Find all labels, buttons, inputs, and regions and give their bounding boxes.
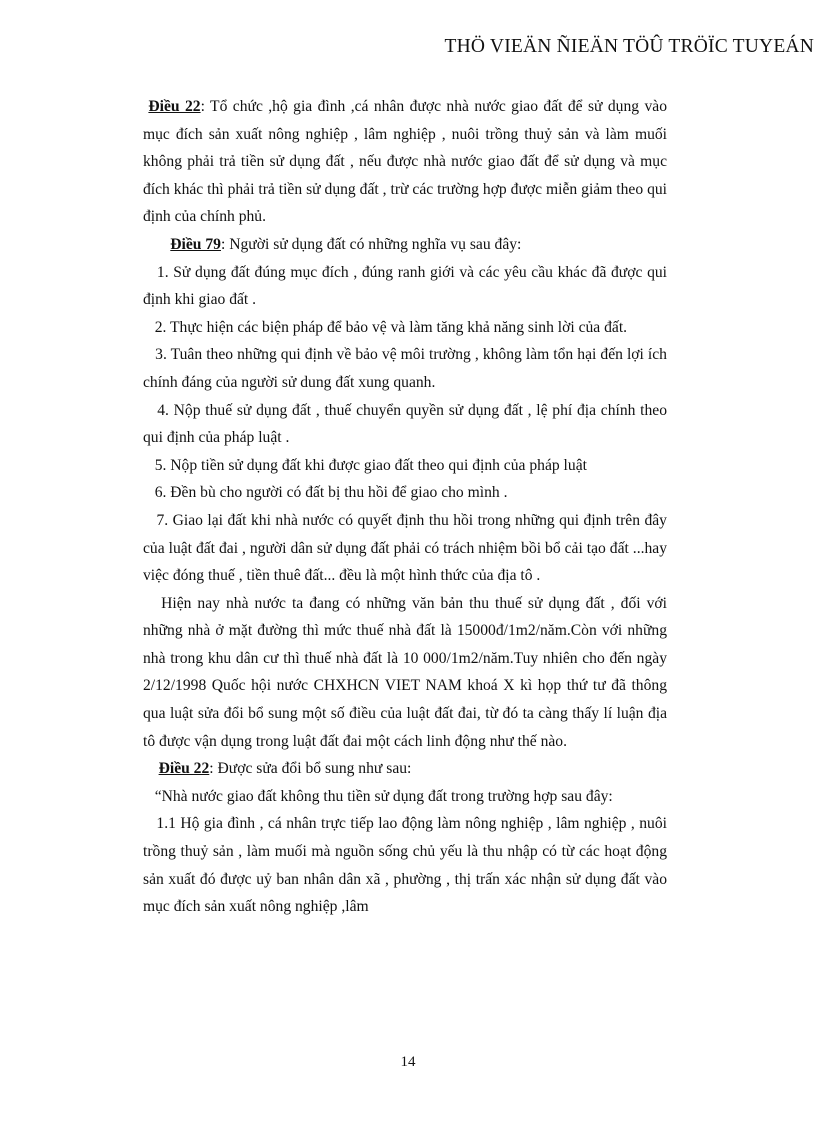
article-heading: Điều 79	[170, 235, 221, 253]
list-item-1	[143, 259, 667, 314]
paragraph-text: 5. Nộp tiền sử dụng đất khi được giao đất theo qui định của pháp luật	[154, 456, 587, 474]
indent	[143, 484, 155, 501]
paragraph-text: 1. Sử dụng đất đúng mục đích , đúng ranh giới và các yêu cầu khác đã được qui định khi giao đất .	[143, 263, 667, 309]
paragraph-quote	[143, 783, 667, 811]
list-item-3	[143, 341, 667, 396]
paragraph-tax	[143, 590, 667, 756]
paragraph-text: : Được sửa đổi bổ sung như sau:	[209, 760, 412, 778]
paragraph-text: Hiện nay nhà nước ta đang có những văn bản thu thuế sử dụng đất , đối với những nhà ở mặt đường thì mức thuế nhà đất là 15000đ/1m2/năm.Còn với những nhà trong khu dân cư thì thuế nhà đất là 10 000/1m2/năm.Tuy nhiên cho đến ngày 2/12/1998 Quốc hội nước CHXHCN VIET NAM khoá X kì họp thứ tư đã thông qua luật sửa đổi bổ sung một số điều của luật đất đai, từ đó ta càng thấy lí luận địa tô được vận dụng trong luật đất đai một cách linh động như thế nào.	[143, 594, 668, 750]
indent	[143, 236, 170, 253]
paragraph-text: 1.1 Hộ gia đình , cá nhân trực tiếp lao động làm nông nghiệp , lâm nghiệp , nuôi trồng thuỷ sản , làm muối mà nguồn sống chủ yếu là thu nhập có từ các hoạt động sản xuất đó được uỷ ban nhân dân xã , phường , thị trấn xác nhận sử dụng đất vào mục đích sản xuất nông nghiệp ,lâm	[143, 815, 667, 916]
paragraph-dieu-22-amended	[143, 755, 667, 783]
indent	[143, 788, 155, 805]
indent	[143, 512, 156, 529]
indent	[143, 319, 155, 336]
paragraph-text: 7. Giao lại đất khi nhà nước có quyết định thu hồi trong những qui định trên đây của luật đất đai , người dân sử dụng đất phải có trách nhiệm bồi bổ cải tạo đất ...hay việc đóng thuế , tiền thuê đất... đều là một hình thức của địa tô .	[143, 511, 667, 585]
paragraph-text: 6. Đền bù cho người có đất bị thu hồi để giao cho mình .	[154, 484, 508, 502]
page-header: THÖ VIEÄN ÑIEÄN TÖÛ TRÖÏC TUYEÁN	[444, 36, 814, 57]
article-heading: Điều 22	[158, 760, 210, 778]
paragraph-dieu-22	[143, 93, 667, 231]
list-item-7	[143, 507, 667, 590]
paragraph-text: : Tổ chức ,hộ gia đình ,cá nhân được nhà nước giao đất để sử dụng vào mục đích sản xuất nông nghiệp , lâm nghiệp , nuôi trồng thuỷ sản và làm muối không phải trả tiền sử dụng đất , nếu được nhà nước giao đất để sử dụng và mục đích khác thì phải trả tiền sử dụng đất , trừ các trường hợp được miễn giảm theo qui định của chính phủ.	[143, 98, 667, 226]
paragraph-text: 3. Tuân theo những qui định về bảo vệ môi trường , không làm tổn hại đến lợi ích chính đáng của người sử dung đất xung quanh.	[143, 346, 667, 391]
indent	[143, 457, 155, 474]
page-number: 14	[400, 1054, 416, 1070]
article-heading: Điều 22	[148, 98, 201, 115]
paragraph-text: “Nhà nước giao đất không thu tiền sử dụng đất trong trường hợp sau đây:	[154, 787, 613, 805]
indent	[143, 402, 157, 419]
body-text	[143, 93, 667, 921]
list-item-2	[143, 314, 667, 342]
paragraph-dieu-79	[143, 231, 667, 259]
paragraph-1-1	[143, 810, 667, 920]
list-item-4	[143, 397, 667, 452]
indent	[143, 815, 156, 832]
indent	[143, 760, 159, 777]
list-item-6	[143, 479, 667, 507]
paragraph-text: 2. Thực hiện các biện pháp để bảo vệ và làm tăng khả năng sinh lời của đất.	[154, 318, 628, 336]
paragraph-text: 4. Nộp thuế sử dụng đất , thuế chuyển quyền sử dụng đất , lệ phí địa chính theo qui định của pháp luật .	[143, 401, 667, 447]
indent	[143, 595, 161, 612]
paragraph-text: : Người sử dụng đất có những nghĩa vụ sau đây:	[220, 235, 522, 253]
list-item-5	[143, 452, 667, 480]
indent	[143, 346, 155, 363]
indent	[143, 264, 157, 281]
